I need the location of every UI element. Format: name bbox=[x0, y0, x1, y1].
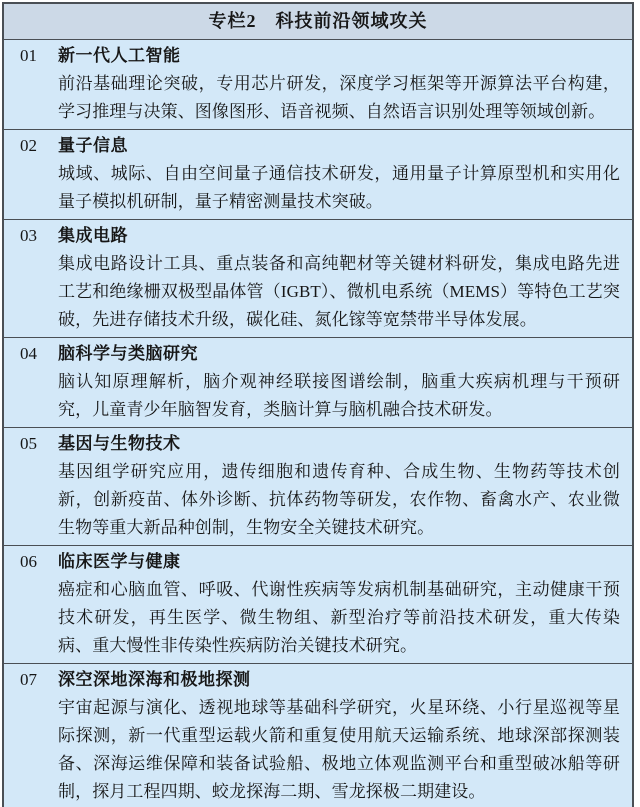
row-body: 集成电路设计工具、重点装备和高纯靶材等关键材料研发，集成电路先进工艺和绝缘栅双极型晶体管（IGBT）、微机电系统（MEMS）等特色工艺突破，先进存储技术升级，碳化硅、氮化镓等宽禁带半导体发展。 bbox=[58, 254, 620, 329]
row-title: 集成电路 bbox=[58, 226, 128, 245]
row-body: 基因组学研究应用，遗传细胞和遗传育种、合成生物、生物药等技术创新，创新疫苗、体外诊断、抗体药物等研发，农作物、畜禽水产、农业微生物等重大新品种创制，生物安全关键技术研究。 bbox=[58, 462, 620, 537]
table-row bbox=[4, 40, 632, 129]
row-body: 前沿基础理论突破，专用芯片研发，深度学习框架等开源算法平台构建，学习推理与决策、图像图形、语音视频、自然语言识别处理等领域创新。 bbox=[58, 74, 620, 121]
row-body: 城域、城际、自由空间量子通信技术研发，通用量子计算原型机和实用化量子模拟机研制，量子精密测量技术突破。 bbox=[58, 164, 620, 211]
row-heading bbox=[20, 430, 620, 458]
box-title: 专栏2 科技前沿领域攻关 bbox=[4, 4, 632, 40]
row-title: 新一代人工智能 bbox=[58, 46, 181, 65]
row-number: 03 bbox=[20, 226, 37, 245]
row-body: 癌症和心脑血管、呼吸、代谢性疾病等发病机制基础研究，主动健康干预技术研发，再生医学、微生物组、新型治疗等前沿技术研发，重大传染病、重大慢性非传染性疾病防治关键技术研究。 bbox=[58, 580, 620, 655]
row-heading bbox=[20, 666, 620, 694]
row-title: 深空深地深海和极地探测 bbox=[58, 670, 251, 689]
table-row bbox=[4, 663, 632, 807]
row-body: 宇宙起源与演化、透视地球等基础科学研究，火星环绕、小行星巡视等星际探测，新一代重型运载火箭和重复使用航天运输系统、地球深部探测装备、深海运维保障和装备试验船、极地立体观监测平台和重型破冰船等研制，探月工程四期、蛟龙探海二期、雪龙探极二期建设。 bbox=[58, 698, 620, 801]
row-number: 05 bbox=[20, 434, 37, 453]
table-row bbox=[4, 337, 632, 427]
row-number: 04 bbox=[20, 344, 37, 363]
row-title: 量子信息 bbox=[58, 136, 128, 155]
row-heading bbox=[20, 132, 620, 160]
row-heading bbox=[20, 222, 620, 250]
row-number: 01 bbox=[20, 46, 37, 65]
row-heading bbox=[20, 340, 620, 368]
row-title: 临床医学与健康 bbox=[58, 552, 181, 571]
row-heading bbox=[20, 42, 620, 70]
row-heading bbox=[20, 548, 620, 576]
table-row bbox=[4, 129, 632, 219]
feature-box-table bbox=[2, 2, 634, 807]
table-row bbox=[4, 219, 632, 337]
row-body: 脑认知原理解析，脑介观神经联接图谱绘制，脑重大疾病机理与干预研究，儿童青少年脑智发育，类脑计算与脑机融合技术研发。 bbox=[58, 372, 620, 419]
row-number: 02 bbox=[20, 136, 37, 155]
row-number: 06 bbox=[20, 552, 37, 571]
row-title: 基因与生物技术 bbox=[58, 434, 181, 453]
row-number: 07 bbox=[20, 670, 37, 689]
table-row bbox=[4, 427, 632, 545]
row-title: 脑科学与类脑研究 bbox=[58, 344, 198, 363]
table-row bbox=[4, 545, 632, 663]
